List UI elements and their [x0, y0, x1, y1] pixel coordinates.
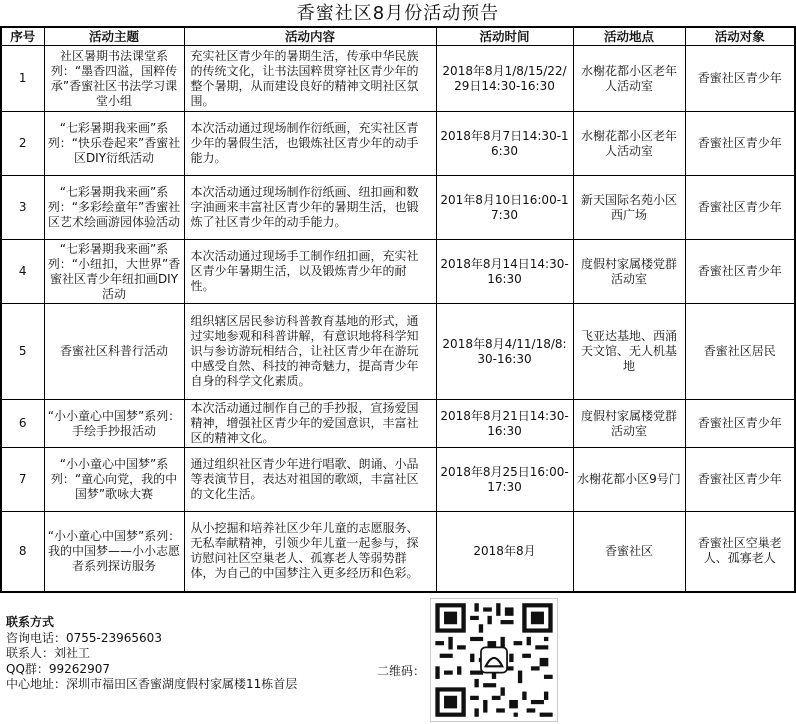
row-content: 本次活动通过现场手工制作纽扣画，充实社区青少年暑期生活，以及锻炼青少年的耐性。: [184, 240, 436, 304]
row-theme: 香蜜社区科普行活动: [44, 304, 184, 400]
activity-table: [0, 26, 796, 593]
row-target: 香蜜社区青少年: [685, 176, 795, 240]
row-content: 本次活动通过现场制作衍纸画、纽扣画和数字油画来丰富社区青少年的暑期生活，也锻炼了社区青少年的动手能力。: [184, 176, 436, 240]
row-theme: 社区暑期书法课堂系列：“墨香四溢，国粹传承”香蜜社区书法学习课堂小组: [44, 46, 184, 112]
row-theme: “七彩暑期我来画”系列：“小纽扣，大世界”香蜜社区青少年纽扣画DIY活动: [44, 240, 184, 304]
row-time: 2018年8月14日14:30-16:30: [436, 240, 573, 304]
row-target: 香蜜社区青少年: [685, 240, 795, 304]
row-place: 度假村家属楼党群活动室: [573, 400, 685, 448]
qr-code-graphic: [431, 599, 557, 721]
row-target: 香蜜社区青少年: [685, 400, 795, 448]
row-no: 8: [1, 512, 44, 592]
table-row: [1, 304, 795, 400]
row-target: 香蜜社区居民: [685, 304, 795, 400]
table-row: [1, 400, 795, 448]
row-time: 2018年8月7日14:30-16:30: [436, 112, 573, 176]
row-theme: “小小童心中国梦”系列：“童心向党，我的中国梦”歌咏大赛: [44, 448, 184, 512]
contact-phone: 咨询电话：0755-23965603: [6, 630, 162, 645]
header-no: 序号: [1, 27, 44, 46]
row-theme: “小小童心中国梦”系列：我的中国梦——小小志愿者系列探访服务: [44, 512, 184, 592]
row-no: 6: [1, 400, 44, 448]
row-time: 2018年8月21日14:30-16:30: [436, 400, 573, 448]
row-no: 3: [1, 176, 44, 240]
row-no: 1: [1, 46, 44, 112]
table-row: [1, 112, 795, 176]
header-time: 活动时间: [436, 27, 573, 46]
table-row: [1, 512, 795, 592]
table-row: [1, 448, 795, 512]
row-place: 飞亚达基地、西涌天文馆、无人机基地: [573, 304, 685, 400]
qr-code-icon: [430, 598, 558, 722]
row-no: 7: [1, 448, 44, 512]
row-no: 4: [1, 240, 44, 304]
row-no: 5: [1, 304, 44, 400]
table-row: [1, 176, 795, 240]
contact-info: [6, 615, 426, 693]
contact-heading: 联系方式: [6, 615, 55, 629]
row-place: 香蜜社区: [573, 512, 685, 592]
table-row: [1, 46, 795, 112]
row-no: 2: [1, 112, 44, 176]
qr-label: 二维码：: [377, 664, 426, 678]
contact-qq: QQ群：99262907: [6, 661, 110, 676]
row-time: 2018年8月25日16:00-17:30: [436, 448, 573, 512]
table-header-row: [1, 27, 795, 46]
row-content: 本次活动通过制作自己的手抄报，宣扬爱国精神，增强社区青少年的爱国意识，丰富社区的精神文化。: [184, 400, 436, 448]
row-content: 充实社区青少年的暑期生活，传承中华民族的传统文化，让书法国粹贯穿社区青少年的整个暑期，从而建设良好的精神文明社区氛围。: [184, 46, 436, 112]
header-place: 活动地点: [573, 27, 685, 46]
row-time: 2018年8月1/8/15/22/29日14:30-16:30: [436, 46, 573, 112]
row-target: 香蜜社区青少年: [685, 46, 795, 112]
row-theme: “小小童心中国梦”系列：手绘手抄报活动: [44, 400, 184, 448]
row-time: 2018年8月: [436, 512, 573, 592]
row-theme: “七彩暑期我来画”系列：“多彩绘童年”香蜜社区艺术绘画游园体验活动: [44, 176, 184, 240]
row-content: 从小挖掘和培养社区少年儿童的志愿服务、无私奉献精神，引领少年儿童一起参与，探访慰问社区空巢老人、孤寡老人等弱势群体，为自己的中国梦注入更多经历和色彩。: [184, 512, 436, 592]
header-content: 活动内容: [184, 27, 436, 46]
page-title: 香蜜社区8月份活动预告: [296, 3, 500, 24]
header-target: 活动对象: [685, 27, 795, 46]
row-content: 组织辖区居民参访科普教育基地的形式，通过实地参观和科普讲解，有意识地将科学知识与参访游玩相结合，让社区青少年在游玩中感受自然、科技的神奇魅力，提高青少年自身的科学文化素质。: [184, 304, 436, 400]
contact-person: 联系人：刘社工: [6, 646, 91, 660]
row-place: 新天国际名苑小区西广场: [573, 176, 685, 240]
row-place: 水榭花都小区老年人活动室: [573, 46, 685, 112]
row-time: 2018年8月4/11/18/8:30-16:30: [436, 304, 573, 400]
row-content: 通过组织社区青少年进行唱歌、朗诵、小品等表演节目，表达对祖国的歌颂，丰富社区的文化生活。: [184, 448, 436, 512]
row-place: 水榭花都小区9号门: [573, 448, 685, 512]
row-target: 香蜜社区青少年: [685, 112, 795, 176]
row-target: 香蜜社区青少年: [685, 448, 795, 512]
row-place: 度假村家属楼党群活动室: [573, 240, 685, 304]
table-row: [1, 240, 795, 304]
row-place: 水榭花都小区老年人活动室: [573, 112, 685, 176]
row-target: 香蜜社区空巢老人、孤寡老人: [685, 512, 795, 592]
row-content: 本次活动通过现场制作衍纸画，充实社区青少年的暑假生活，也锻炼社区青少年的动手能力。: [184, 112, 436, 176]
row-time: 201年8月10日16:00-17:30: [436, 176, 573, 240]
row-theme: “七彩暑期我来画”系列：“快乐卷起来”香蜜社区DIY衍纸活动: [44, 112, 184, 176]
header-theme: 活动主题: [44, 27, 184, 46]
contact-address: 中心地址：深圳市福田区香蜜湖度假村家属楼11栋首层: [6, 677, 298, 691]
